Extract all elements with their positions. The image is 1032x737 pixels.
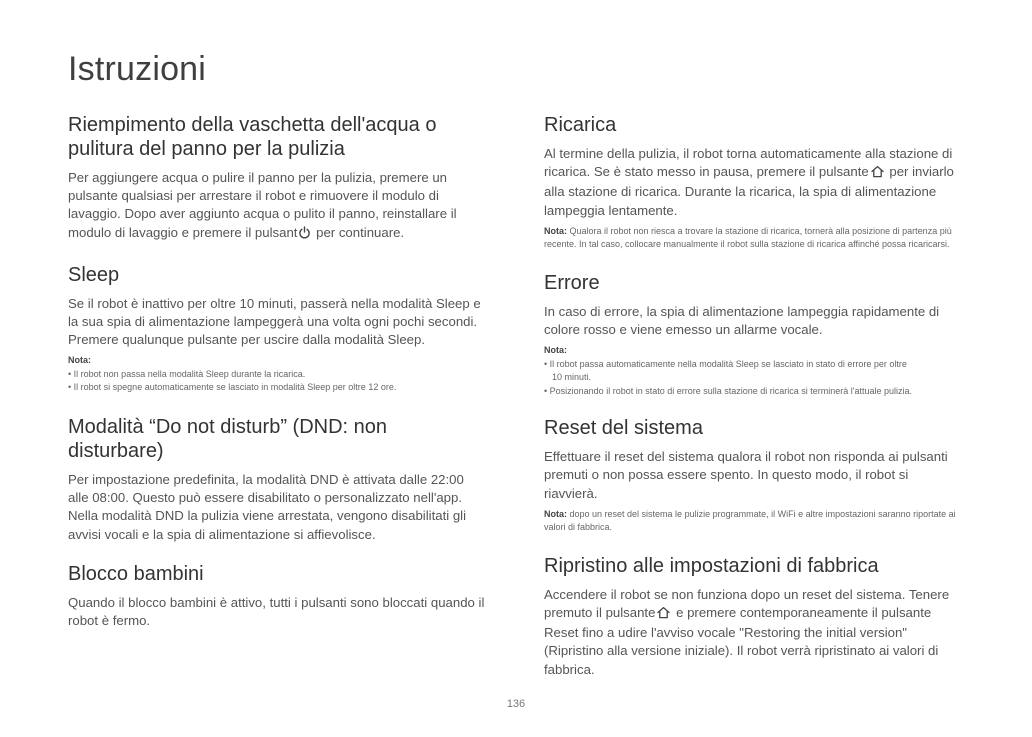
section-title-dnd: Modalità “Do not disturb” (DND: non disturbare) [68,415,388,462]
section-water-tank [68,113,488,244]
reset-note [544,508,964,535]
error-note-label: Nota: [544,345,567,356]
section-title-child-lock: Blocco bambini [68,562,204,585]
reset-note-label: Nota: [544,508,567,519]
section-title-charging: Ricarica [544,114,617,136]
charging-note [544,225,964,252]
reset-note-text: dopo un reset del sistema le pulizie programmate, il WiFi e altre impostazioni saranno riportate ai valori di fabbrica. [544,508,956,533]
factory-reset-text-part1: Accendere il robot se non funziona dopo un reset del sistema. Tenere premuto il pulsante [544,586,950,621]
dnd-text: Per impostazione predefinita, la modalità DND è attivata dalle 22:00 alle 08:00. Questo può essere disabilitato o personalizzato nell'app. Nella modalità DND la pulizia viene arrestata, vengono disabilitati gli avvisi vocali e la spia di alimentazione si affievolisce. [68,471,467,542]
right-column [544,113,964,679]
sleep-note-item: • Il robot non passa nella modalità Sleep durante la ricarica. [68,368,306,379]
section-charging [544,113,964,252]
sleep-note [68,354,488,395]
section-title-water-tank: Riempimento della vaschetta dell'acqua o pulitura del panno per la pulizia [68,114,437,160]
water-tank-text [68,169,488,244]
section-title-sleep: Sleep [68,263,120,286]
charging-text-part1: Al termine della pulizia, il robot torna automaticamente alla stazione di ricarica. Se è stato messo in pausa, premere il pulsante [544,146,953,180]
section-child-lock [68,562,488,630]
page-title: Istruzioni [68,50,207,88]
error-note-item: • Il robot passa automaticamente nella modalità Sleep se lasciato in stato di errore per oltre [544,358,907,369]
water-tank-text-part2: per continuare. [312,224,405,240]
section-title-factory-reset: Ripristino alle impostazioni di fabbrica [544,554,879,577]
sleep-text: Se il robot è inattivo per oltre 10 minuti, passerà nella modalità Sleep e la sua spia di alimentazione lampeggerà una volta ogni pochi secondi. Premere qualunque pulsante per uscire dalla modalità Sleep. [68,295,481,348]
section-title-reset: Reset del sistema [544,417,703,440]
power-icon [298,226,311,244]
water-tank-text-part1: Per aggiungere acqua o pulire il panno per la pulizia, premere un pulsante qualsiasi per arrestare il robot e rimuovere il modulo di lavaggio. Dopo aver aggiunto acqua o pulito il panno, reinstallare il modulo di lavaggio e premere il pulsant [68,170,457,240]
factory-reset-text [544,586,964,679]
error-note-item: • Posizionando il robot in stato di errore sulla stazione di ricarica si terminerà l'attuale pulizia. [544,385,913,396]
charging-note-text: Qualora il robot non riesca a trovare la stazione di ricarica, tornerà alla posizione di partenza più recente. In tal caso, collocare manualmente il robot sulla stazione di ricarica affinché possa ricaricarsi. [544,225,952,250]
charging-text-part2: per inviarlo alla stazione di ricarica. Durante la ricarica, la spia di alimentazione lampeggia lentamente. [544,164,954,218]
section-error [544,271,964,398]
home-icon [870,165,885,183]
sleep-note-item: • Il robot si spegne automaticamente se lasciato in modalità Sleep per oltre 12 ore. [68,382,397,393]
page-number: 136 [506,698,526,710]
section-sleep [68,263,488,395]
section-dnd [68,415,488,544]
left-column [68,113,488,630]
child-lock-text: Quando il blocco bambini è attivo, tutti i pulsanti sono bloccati quando il robot è fermo. [68,594,485,628]
error-note-item-cont: 10 minuti. [552,372,592,383]
factory-reset-text-part2: e premere contemporaneamente il pulsante Reset fino a udire l'avviso vocale "Restoring the initial version" (Ripristino alla versione iniziale). Il robot verrà ripristinato ai valori di fabbrica. [544,605,939,677]
error-note [544,344,964,398]
section-reset [544,416,964,535]
section-factory-reset [544,554,964,679]
sleep-note-label: Nota: [68,355,91,366]
charging-note-label: Nota: [544,225,567,236]
home-icon [656,606,671,624]
charging-text [544,145,964,220]
section-title-error: Errore [544,271,600,294]
reset-text: Effettuare il reset del sistema qualora il robot non risponda ai pulsanti premuti o non possa essere spento. In questo modo, il robot si riavvierà. [544,449,948,501]
error-text: In caso di errore, la spia di alimentazione lampeggia rapidamente di colore rosso e viene emesso un allarme vocale. [544,303,940,338]
